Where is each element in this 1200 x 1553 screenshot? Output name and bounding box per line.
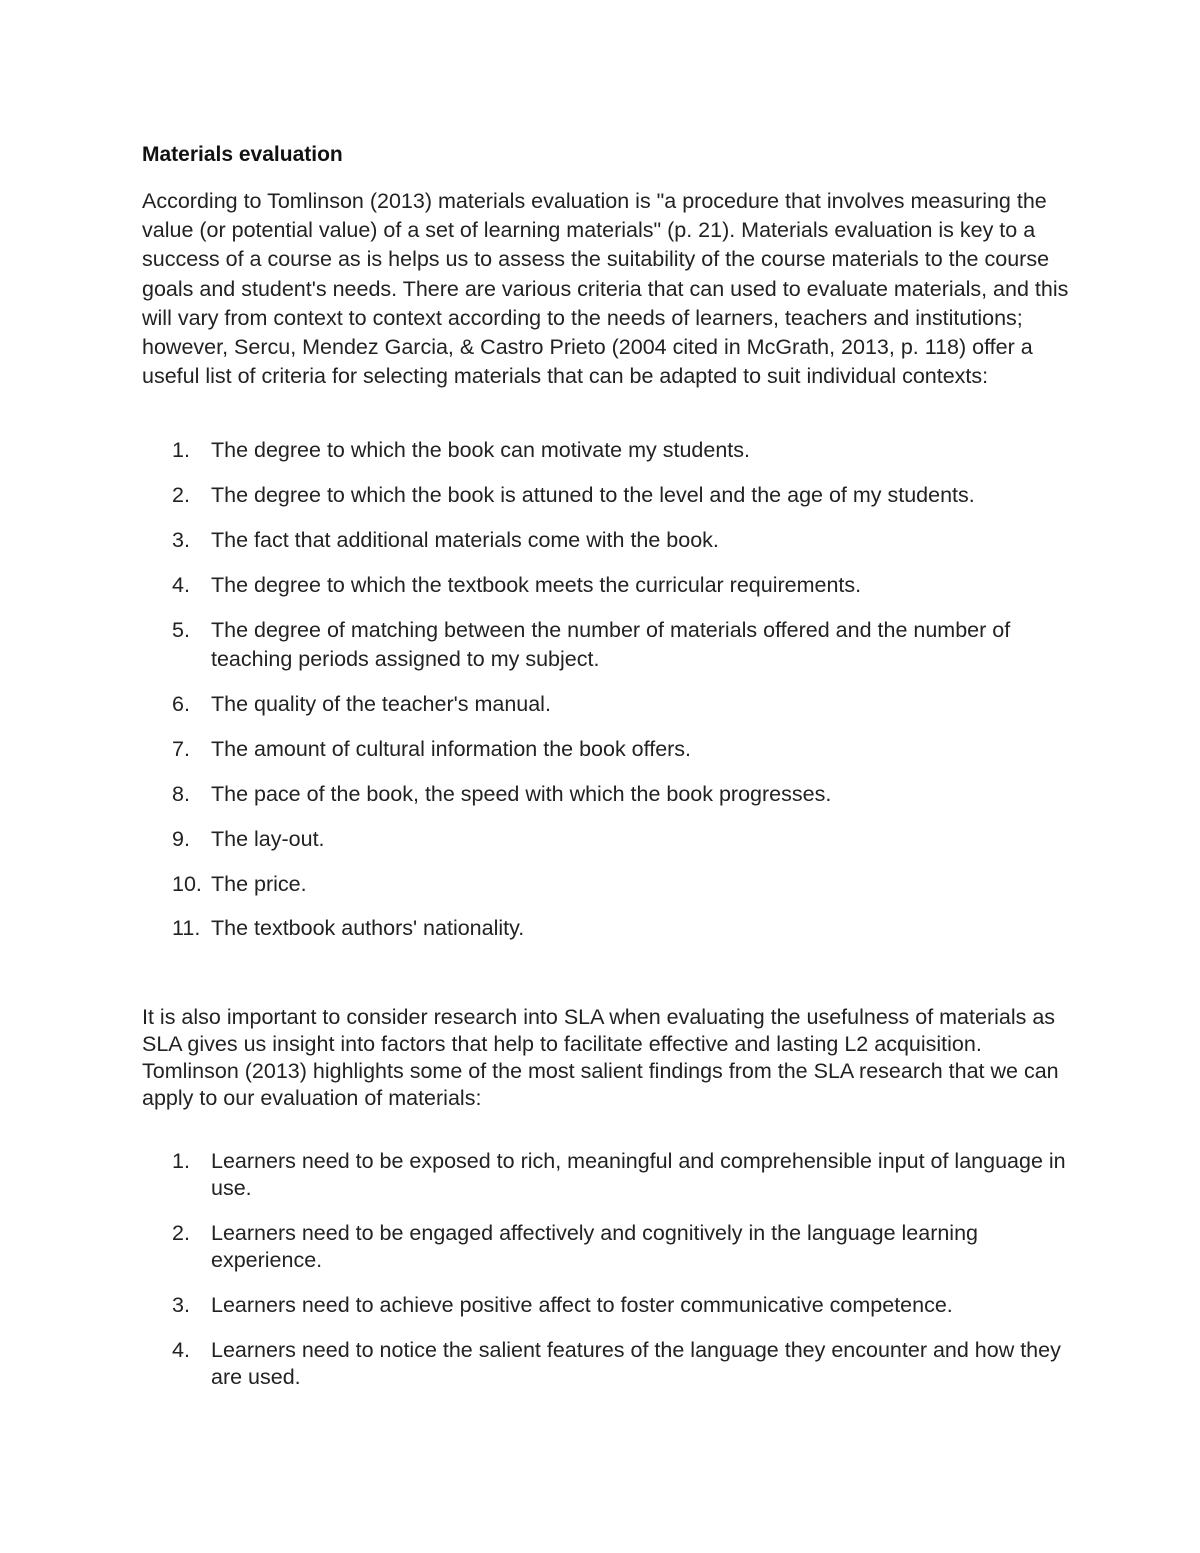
list-item (142, 914, 1072, 944)
list-item-text: The amount of cultural information the book offers. (211, 736, 692, 761)
list-item-text: Learners need to be exposed to rich, meaningful and comprehensible input of language in use. (211, 1149, 1066, 1200)
list-item-number: 5. (172, 617, 190, 642)
list-item-text: Learners need to be engaged affectively and cognitively in the language learning experience. (211, 1221, 978, 1272)
list-item-number: 1. (172, 438, 190, 462)
list-item-text: Learners need to notice the salient features of the language they encounter and how they are used. (211, 1338, 1061, 1389)
list-item-number: 2. (172, 482, 190, 507)
list-item (142, 1292, 1072, 1319)
list-item-number: 4. (172, 1338, 190, 1362)
findings-list (142, 1148, 1072, 1409)
list-item-number: 8. (172, 781, 190, 806)
list-item-text: The quality of the teacher's manual. (211, 691, 551, 716)
list-item-number: 3. (172, 1293, 190, 1317)
intro-paragraph: According to Tomlinson (2013) materials evaluation is "a procedure that involves measuring the value (or potential value) of a set of learning materials" (p. 21). Materials evaluation is key to a success of a course as is helps us to assess the suitability of the course materials to the course goals and student's needs. There are various criteria that can used to evaluate materials, and this will vary from context to context according to the needs of learners, teachers and institutions; however, Sercu, Mendez Garcia, & Castro Prieto (2004 cited in McGrath, 2013, p. 118) offer a useful list of criteria for selecting materials that can be adapted to suit individual contexts: (142, 189, 1069, 389)
list-item-text: The price. (211, 871, 307, 896)
criteria-list (142, 436, 1072, 959)
list-item-number: 7. (172, 736, 190, 761)
list-item-number: 10. (172, 871, 202, 896)
list-item-text: The degree to which the book is attuned to the level and the age of my students. (211, 482, 975, 507)
list-item (142, 616, 1072, 675)
list-item-number: 3. (172, 527, 190, 552)
list-item (142, 735, 1072, 765)
list-item-text: The degree to which the book can motivate my students. (211, 438, 750, 462)
list-item-text: The pace of the book, the speed with which the book progresses. (211, 781, 832, 806)
list-item (142, 1148, 1072, 1202)
list-item (142, 526, 1072, 556)
list-item (142, 1337, 1072, 1391)
list-item-number: 1. (172, 1149, 190, 1173)
list-item-text: The degree of matching between the number of materials offered and the number of teaching periods assigned to my subject. (211, 617, 1011, 672)
list-item-text: Learners need to achieve positive affect to foster communicative competence. (211, 1293, 953, 1317)
list-item-number: 2. (172, 1221, 190, 1245)
list-item-text: The textbook authors' nationality. (211, 916, 525, 941)
list-item (142, 690, 1072, 720)
list-item (142, 780, 1072, 810)
list-item-text: The fact that additional materials come with the book. (211, 527, 719, 552)
list-item (142, 571, 1072, 601)
list-item (142, 481, 1072, 511)
list-item-text: The lay-out. (211, 826, 325, 851)
list-item-number: 6. (172, 691, 190, 716)
list-item-text: The degree to which the textbook meets the curricular requirements. (211, 572, 862, 597)
list-item (142, 436, 1072, 466)
list-item (142, 1220, 1072, 1274)
page-title: Materials evaluation (142, 143, 343, 166)
list-item (142, 870, 1072, 900)
sla-paragraph: It is also important to consider research into SLA when evaluating the usefulness of materials as SLA gives us insight into factors that help to facilitate effective and lasting L2 acquisition. Tomlinson (2013) highlights some of the most salient findings from the SLA research that we can apply to our evaluation of materials: (142, 1005, 1059, 1110)
list-item-number: 9. (172, 826, 190, 851)
list-item-number: 11. (172, 916, 201, 941)
list-item (142, 825, 1072, 855)
list-item-number: 4. (172, 572, 190, 597)
